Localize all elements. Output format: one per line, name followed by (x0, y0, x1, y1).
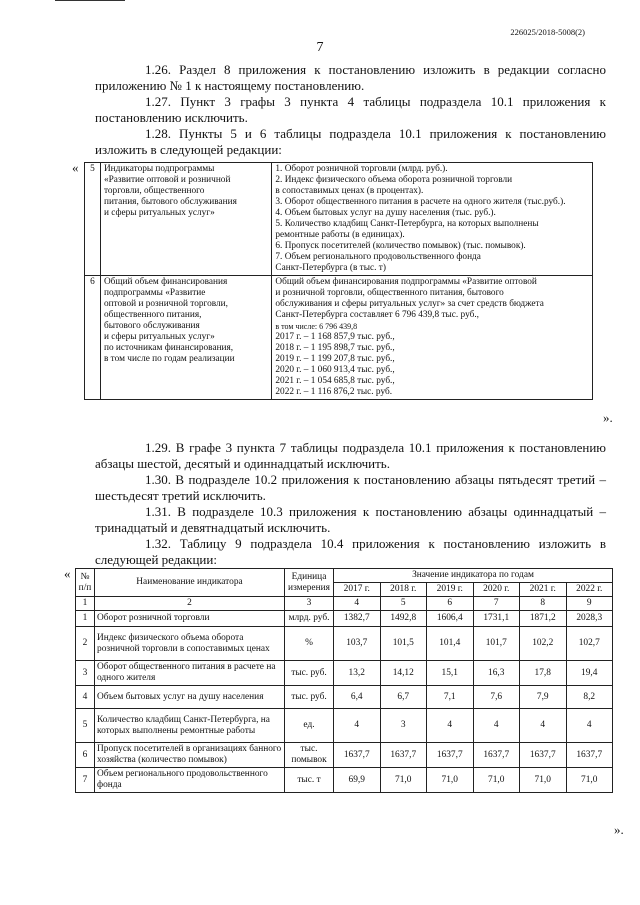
value-cell: 17,8 (520, 661, 567, 686)
table-9 (75, 568, 613, 793)
value-cell: 69,9 (334, 768, 381, 793)
value-cell: 3 (380, 709, 427, 743)
index-cell: 2 (95, 597, 285, 611)
table-row (85, 276, 593, 400)
header-unit: Единица измерения (285, 569, 334, 597)
table-index-row (76, 597, 613, 611)
paragraphs-top (95, 62, 606, 158)
unit: тыс. руб. (285, 661, 334, 686)
value-cell: 103,7 (334, 627, 381, 661)
table-row (85, 163, 593, 276)
document-id: 226025/2018-5008(2) (510, 27, 585, 37)
value-cell: 7,6 (473, 686, 520, 709)
value-cell: 6,7 (380, 686, 427, 709)
unit: тыс. помывок (285, 743, 334, 768)
unit: тыс. руб. (285, 686, 334, 709)
paragraph-1-28: 1.28. Пункты 5 и 6 таблицы подраздела 10.1 приложения к постановлению изложить в следующей редакции: (95, 126, 606, 157)
value-cell: 7,9 (520, 686, 567, 709)
unit: ед. (285, 709, 334, 743)
header-num: № п/п (76, 569, 95, 597)
indicator-name: Оборот общественного питания в расчете на одного жителя (95, 661, 285, 686)
index-cell: 3 (285, 597, 334, 611)
value-cell: 1637,7 (334, 743, 381, 768)
table-row (76, 611, 613, 627)
indicator-name: Индекс физического объема оборота розничной торговли в сопоставимых ценах (95, 627, 285, 661)
row-num: 4 (76, 686, 95, 709)
value-cell: 101,5 (380, 627, 427, 661)
value-cell: 1637,7 (380, 743, 427, 768)
value-cell: 1637,7 (566, 743, 613, 768)
paragraph-1-27: 1.27. Пункт 3 графы 3 пункта 4 таблицы подраздела 10.1 приложения к постановлению исключить. (95, 94, 606, 125)
value-cell: 13,2 (334, 661, 381, 686)
value-cell: 14,12 (380, 661, 427, 686)
header-year: 2022 г. (566, 583, 613, 597)
value-cell: 4 (566, 709, 613, 743)
unit: % (285, 627, 334, 661)
top-rule (55, 0, 125, 1)
unit: млрд. руб. (285, 611, 334, 627)
value-cell: 6,4 (334, 686, 381, 709)
value-cell: 1492,8 (380, 611, 427, 627)
table-row (76, 661, 613, 686)
paragraphs-mid (95, 440, 606, 568)
indicator-name: Объем бытовых услуг на душу населения (95, 686, 285, 709)
indicator-cell: Общий объем финансирования подпрограммы «Развитие оптовой и розничной торговли, общественного питания, бытового обслуживания и сферы ритуальных услуг» по источникам финансирования, в том числе по годам реализации (100, 276, 271, 400)
row-num: 5 (76, 709, 95, 743)
open-quote-1: « (72, 160, 79, 175)
index-cell: 7 (473, 597, 520, 611)
value-cell: 71,0 (473, 768, 520, 793)
table-subsection-10-1 (84, 162, 593, 400)
paragraph-1-29: 1.29. В графе 3 пункта 7 таблицы подраздела 10.1 приложения к постановлению абзацы шестой, десятый и одиннадцатый исключить. (95, 440, 606, 471)
unit: тыс. т (285, 768, 334, 793)
value-cell: 71,0 (566, 768, 613, 793)
header-values-group: Значение индикатора по годам (334, 569, 613, 583)
index-cell: 8 (520, 597, 567, 611)
value-cell: 15,1 (427, 661, 474, 686)
row-num: 3 (76, 661, 95, 686)
index-cell: 1 (76, 597, 95, 611)
value-cell: 1871,2 (520, 611, 567, 627)
header-year: 2020 г. (473, 583, 520, 597)
index-cell: 4 (334, 597, 381, 611)
value-cell: 101,7 (473, 627, 520, 661)
row-num: 6 (76, 743, 95, 768)
page-number: 7 (316, 40, 324, 55)
value-cell: 1637,7 (473, 743, 520, 768)
value-cell: 4 (334, 709, 381, 743)
header-name: Наименование индикатора (95, 569, 285, 597)
row-num: 2 (76, 627, 95, 661)
value-cell: 71,0 (380, 768, 427, 793)
value-cell: 7,1 (427, 686, 474, 709)
value-cell: 71,0 (427, 768, 474, 793)
indicator-cell: Индикаторы подпрограммы «Развитие оптовой и розничной торговли, общественного питания, бытового обслуживания и сферы ритуальных услуг» (100, 163, 271, 276)
value-cell: 1. Оборот розничной торговли (млрд. руб.). 2. Индекс физического объема оборота розничной торговли в сопоставимых ценах (в процентах). 3. Оборот общественного питания в расчете на одного жителя (тыс.руб.). 4. Объем бытовых услуг на душу населения (тыс. руб.). 5. Количество кладбищ Санкт-Петербурга, на которых выполнены ремонтные работы (в единицах). 6. Пропуск посетителей (количество помывок) (тыс. помывок). 7. Объем регионального продовольственного фонда Санкт-Петербурга (в тыс. т) (272, 163, 593, 276)
value-cell: 4 (520, 709, 567, 743)
table-9-body (76, 611, 613, 793)
table-row (76, 743, 613, 768)
paragraph-1-31: 1.31. В подразделе 10.3 приложения к постановлению абзацы одиннадцатый – тринадцатый и девятнадцатый исключить. (95, 504, 606, 535)
table-row (76, 768, 613, 793)
header-year: 2021 г. (520, 583, 567, 597)
value-cell: 102,7 (566, 627, 613, 661)
index-cell: 6 (427, 597, 474, 611)
header-year: 2018 г. (380, 583, 427, 597)
value-cell: 1637,7 (427, 743, 474, 768)
value-cell: 19,4 (566, 661, 613, 686)
table-row (76, 709, 613, 743)
row-num: 7 (76, 768, 95, 793)
close-quote-1: ». (603, 410, 613, 425)
value-cell: Общий объем финансирования подпрограммы «Развитие оптовой и розничной торговли, общественного питания, бытового обслуживания и сферы ритуальных услуг» за счет средств бюджета Санкт-Петербурга составляет 6 796 439,8 тыс. руб., в том числе: 6 796 439,8 2017 г. – 1 168 857,9 тыс. руб., 2018 г. – 1 195 898,7 тыс. руб., 2019 г. – 1 199 207,8 тыс. руб., 2020 г. – 1 060 913,4 тыс. руб., 2021 г. – 1 054 685,8 тыс. руб., 2022 г. – 1 116 876,2 тыс. руб. (272, 276, 593, 400)
value-cell: 71,0 (520, 768, 567, 793)
value-cell: 4 (473, 709, 520, 743)
row-num: 5 (85, 163, 101, 276)
index-cell: 5 (380, 597, 427, 611)
paragraph-1-26: 1.26. Раздел 8 приложения к постановлению изложить в редакции согласно приложению № 1 к настоящему постановлению. (95, 62, 606, 93)
indicator-name: Объем регионального продовольственного фонда (95, 768, 285, 793)
table-row (76, 686, 613, 709)
value-cell: 2028,3 (566, 611, 613, 627)
paragraph-1-32: 1.32. Таблицу 9 подраздела 10.4 приложения к постановлению изложить в следующей редакции: (95, 536, 606, 567)
indicator-name: Оборот розничной торговли (95, 611, 285, 627)
paragraph-1-30: 1.30. В подразделе 10.2 приложения к постановлению абзацы пятьдесят третий – шестьдесят третий исключить. (95, 472, 606, 503)
value-cell: 1637,7 (520, 743, 567, 768)
indicator-name: Количество кладбищ Санкт-Петербурга, на которых выполнены ремонтные работы (95, 709, 285, 743)
value-cell: 1382,7 (334, 611, 381, 627)
close-quote-2: ». (614, 822, 624, 837)
open-quote-2: « (64, 566, 71, 581)
row-num: 1 (76, 611, 95, 627)
value-cell: 102,2 (520, 627, 567, 661)
indicator-name: Пропуск посетителей в организациях банного хозяйства (количество помывок) (95, 743, 285, 768)
index-cell: 9 (566, 597, 613, 611)
value-cell: 8,2 (566, 686, 613, 709)
row-num: 6 (85, 276, 101, 400)
table-header-row (76, 569, 613, 583)
value-cell: 1606,4 (427, 611, 474, 627)
header-year: 2017 г. (334, 583, 381, 597)
header-year: 2019 г. (427, 583, 474, 597)
table-row (76, 627, 613, 661)
value-cell: 101,4 (427, 627, 474, 661)
value-cell: 16,3 (473, 661, 520, 686)
value-cell: 4 (427, 709, 474, 743)
value-cell: 1731,1 (473, 611, 520, 627)
